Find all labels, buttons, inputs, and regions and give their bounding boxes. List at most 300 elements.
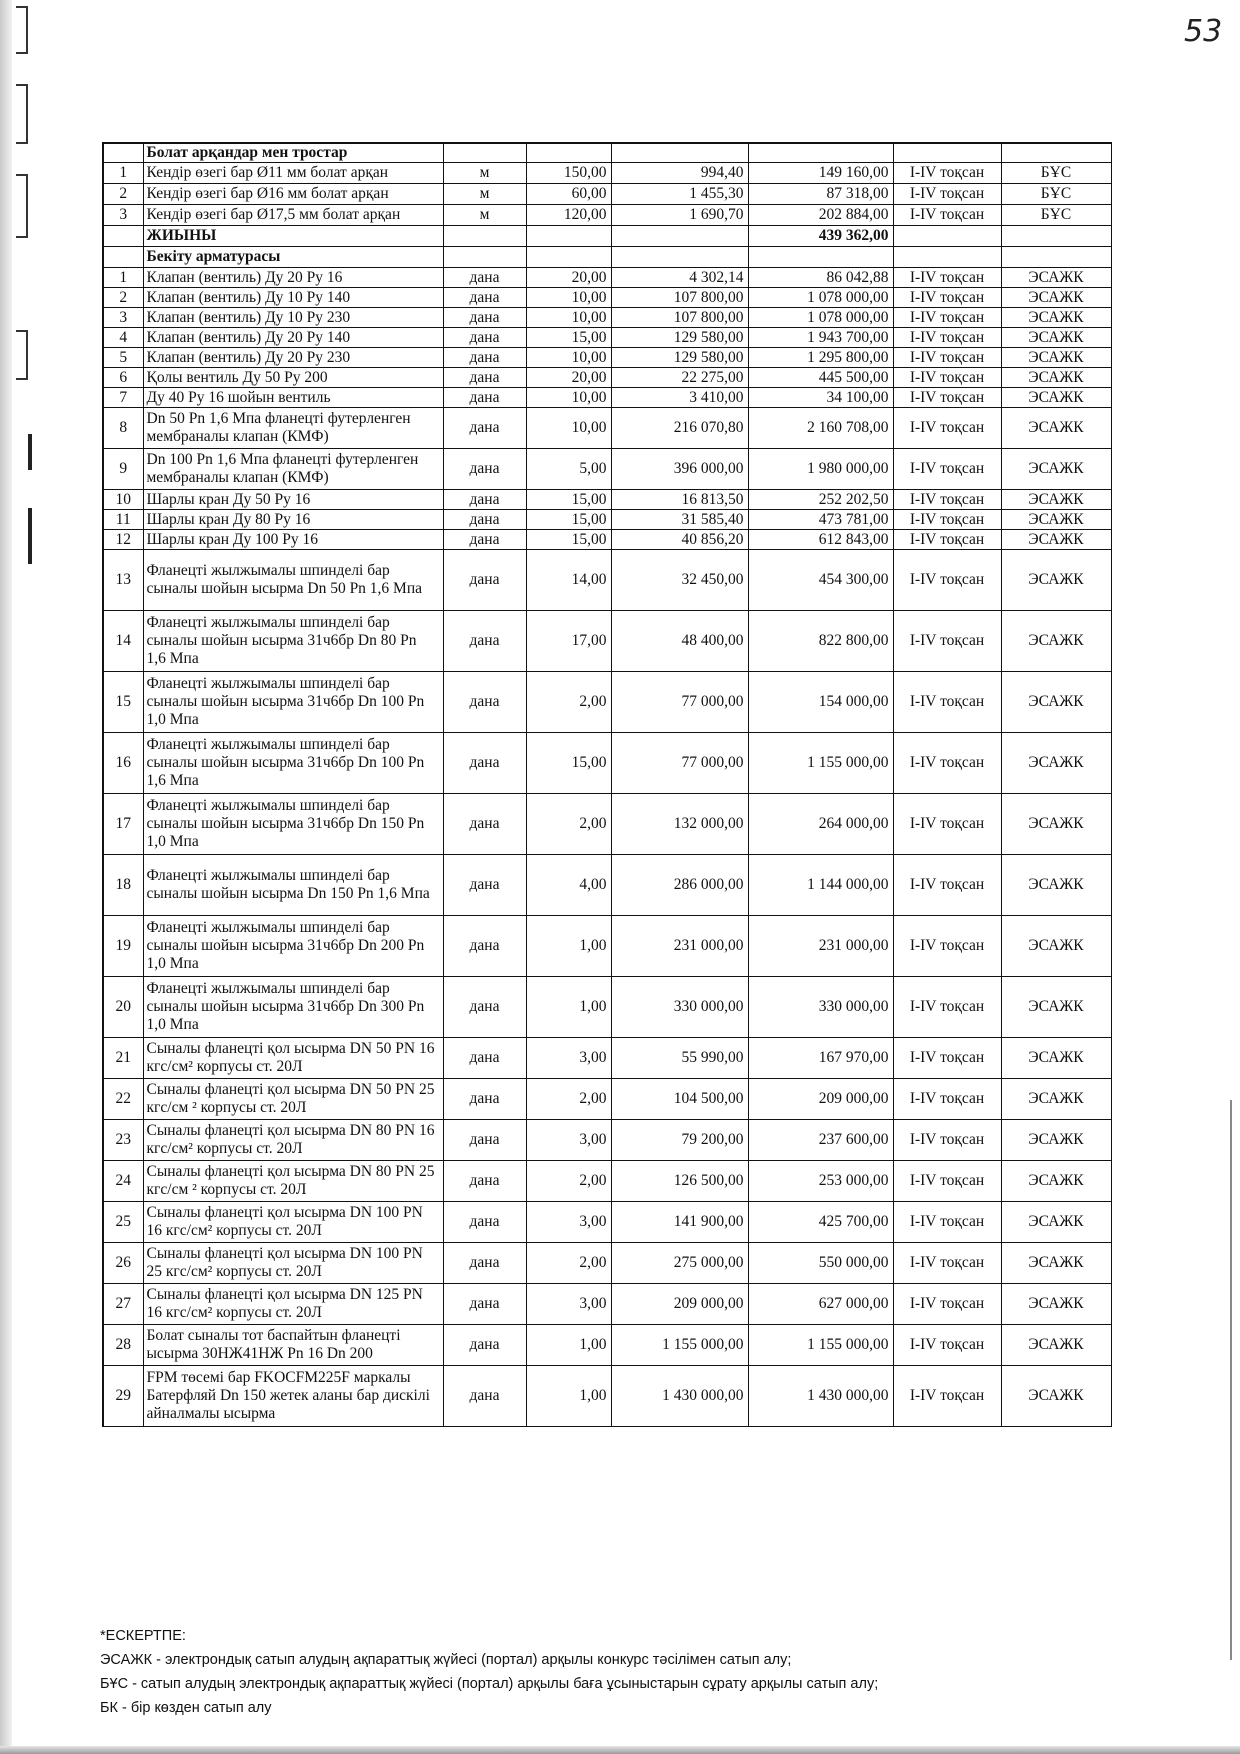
cell-num: 1 [103,163,143,184]
cell-num: 14 [103,611,143,672]
cell-name: Фланецті жылжымалы шпинделі бар сыналы шойын ысырма 31ч6бр Dn 80 Pn 1,6 Мпа [143,611,443,672]
cell-unit: дана [443,388,526,408]
cell-name: Клапан (вентиль) Ду 20 Ру 230 [143,348,443,368]
cell-method: ЭСАЖК [1001,1243,1111,1284]
cell-qty: 4,00 [526,855,611,916]
cell-price: 3 410,00 [611,388,748,408]
cell-qty: 2,00 [526,1079,611,1120]
cell-qty: 1,00 [526,916,611,977]
cell-name: Клапан (вентиль) Ду 10 Ру 140 [143,288,443,308]
cell-price: 141 900,00 [611,1202,748,1243]
table-row [103,388,1111,408]
notes-line: БК - бір көзден сатып алу [100,1700,272,1716]
cell-unit: дана [443,348,526,368]
cell-period: I-IV тоқсан [893,733,1001,794]
cell-method: ЭСАЖК [1001,855,1111,916]
cell-method: ЭСАЖК [1001,1120,1111,1161]
cell-total: 149 160,00 [748,163,893,184]
cell-num: 2 [103,288,143,308]
binding-bar [28,434,32,470]
cell-period: I-IV тоқсан [893,977,1001,1038]
cell-unit: м [443,163,526,184]
cell-num: 22 [103,1079,143,1120]
table-row [103,611,1111,672]
cell-period: I-IV тоқсан [893,184,1001,205]
cell-unit: м [443,205,526,226]
cell-name: Dn 50 Pn 1,6 Мпа фланецті футерленген мембраналы клапан (КМФ) [143,408,443,449]
cell-num: 18 [103,855,143,916]
cell-price: 231 000,00 [611,916,748,977]
cell-num: 7 [103,388,143,408]
cell-qty: 10,00 [526,288,611,308]
cell-total: 154 000,00 [748,672,893,733]
cell-num: 23 [103,1120,143,1161]
cell-price: 216 070,80 [611,408,748,449]
cell-qty: 17,00 [526,611,611,672]
table-row [103,449,1111,490]
binding-mark [16,330,28,380]
table-row [103,733,1111,794]
procurement-table [102,142,1112,1427]
cell-method: ЭСАЖК [1001,449,1111,490]
total-value: 439 362,00 [748,226,893,247]
cell-price: 126 500,00 [611,1161,748,1202]
cell-qty: 10,00 [526,388,611,408]
cell-method: ЭСАЖК [1001,1366,1111,1427]
cell-qty: 15,00 [526,733,611,794]
cell-total: 264 000,00 [748,794,893,855]
cell-unit: дана [443,368,526,388]
cell-price: 4 302,14 [611,268,748,288]
cell-price: 104 500,00 [611,1079,748,1120]
cell-period: I-IV тоқсан [893,205,1001,226]
cell-name: Ду 40 Ру 16 шойын вентиль [143,388,443,408]
cell-method: ЭСАЖК [1001,1284,1111,1325]
table-row [103,1120,1111,1161]
table-row [103,184,1111,205]
cell-price: 77 000,00 [611,733,748,794]
cell-unit: дана [443,1243,526,1284]
cell-name: FPM төсемі бар FKOCFM225F маркалы Батерфляй Dn 150 жетек аланы бар дискілі айналмалы ысырма [143,1366,443,1427]
cell-qty: 2,00 [526,1161,611,1202]
cell-qty: 3,00 [526,1120,611,1161]
cell-name: Сыналы фланецті қол ысырма DN 125 PN 16 кгс/см² корпусы ст. 20Л [143,1284,443,1325]
cell-total: 330 000,00 [748,977,893,1038]
cell-period: I-IV тоқсан [893,368,1001,388]
table-row [103,1202,1111,1243]
section-row [103,143,1111,163]
cell-price: 1 455,30 [611,184,748,205]
cell-period: I-IV тоқсан [893,1161,1001,1202]
cell-price: 77 000,00 [611,672,748,733]
cell-total: 822 800,00 [748,611,893,672]
cell-total: 1 078 000,00 [748,288,893,308]
cell-qty: 120,00 [526,205,611,226]
table-row [103,977,1111,1038]
cell-unit [443,247,526,268]
cell-method: ЭСАЖК [1001,794,1111,855]
cell-name: Фланецті жылжымалы шпинделі бар сыналы шойын ысырма Dn 150 Pn 1,6 Мпа [143,855,443,916]
cell-method: БҰС [1001,163,1111,184]
scan-bottom-edge [0,1746,1240,1754]
cell-qty: 5,00 [526,449,611,490]
cell-price: 1 155 000,00 [611,1325,748,1366]
cell-period: I-IV тоқсан [893,1366,1001,1427]
cell-price: 32 450,00 [611,550,748,611]
cell-period: I-IV тоқсан [893,530,1001,550]
cell-price: 22 275,00 [611,368,748,388]
cell-total: 202 884,00 [748,205,893,226]
cell-period: I-IV тоқсан [893,550,1001,611]
cell-num: 9 [103,449,143,490]
table-row [103,490,1111,510]
cell-total: 1 155 000,00 [748,733,893,794]
cell-period: I-IV тоқсан [893,348,1001,368]
cell-period: I-IV тоқсан [893,855,1001,916]
cell-period: I-IV тоқсан [893,1038,1001,1079]
cell-total: 1 144 000,00 [748,855,893,916]
cell-name: Клапан (вентиль) Ду 20 Ру 140 [143,328,443,348]
cell-name: Шарлы кран Ду 50 Ру 16 [143,490,443,510]
cell-name: Сыналы фланецті қол ысырма DN 80 PN 16 кгс/см² корпусы ст. 20Л [143,1120,443,1161]
cell-total: 209 000,00 [748,1079,893,1120]
cell-price [611,226,748,247]
cell-price: 55 990,00 [611,1038,748,1079]
cell-price: 107 800,00 [611,308,748,328]
cell-period: I-IV тоқсан [893,672,1001,733]
cell-unit: дана [443,1161,526,1202]
section-title: Бекіту арматурасы [143,247,443,268]
cell-period: I-IV тоқсан [893,1079,1001,1120]
cell-num: 2 [103,184,143,205]
cell-price: 286 000,00 [611,855,748,916]
table-row [103,1284,1111,1325]
cell-total: 1 078 000,00 [748,308,893,328]
cell-num: 28 [103,1325,143,1366]
table-row [103,1243,1111,1284]
cell-period [893,247,1001,268]
cell-total: 87 318,00 [748,184,893,205]
cell-method: ЭСАЖК [1001,733,1111,794]
cell-total: 34 100,00 [748,388,893,408]
cell-price: 396 000,00 [611,449,748,490]
cell-unit: дана [443,794,526,855]
cell-price: 129 580,00 [611,328,748,348]
notes [100,1624,1120,1720]
table-row [103,268,1111,288]
cell-method: ЭСАЖК [1001,510,1111,530]
cell-price: 1 430 000,00 [611,1366,748,1427]
cell-price: 79 200,00 [611,1120,748,1161]
cell-period: I-IV тоқсан [893,388,1001,408]
cell-total: 252 202,50 [748,490,893,510]
cell-total: 1 430 000,00 [748,1366,893,1427]
table-row [103,530,1111,550]
cell-unit: дана [443,672,526,733]
cell-num: 27 [103,1284,143,1325]
cell-period: I-IV тоқсан [893,408,1001,449]
cell-total: 1 980 000,00 [748,449,893,490]
cell-price: 1 690,70 [611,205,748,226]
cell-name: Фланецті жылжымалы шпинделі бар сыналы шойын ысырма 31ч6бр Dn 200 Pn 1,0 Мпа [143,916,443,977]
table-row [103,550,1111,611]
cell-period [893,226,1001,247]
cell-name: Сыналы фланецті қол ысырма DN 50 PN 16 кгс/см² корпусы ст. 20Л [143,1038,443,1079]
cell-num: 19 [103,916,143,977]
cell-total: 454 300,00 [748,550,893,611]
cell-qty: 20,00 [526,268,611,288]
cell-total: 167 970,00 [748,1038,893,1079]
cell-unit: дана [443,977,526,1038]
cell-method: ЭСАЖК [1001,1161,1111,1202]
cell-num: 26 [103,1243,143,1284]
cell-unit: дана [443,408,526,449]
cell-qty: 10,00 [526,308,611,328]
cell-total: 1 295 800,00 [748,348,893,368]
cell-method: ЭСАЖК [1001,308,1111,328]
cell-total: 445 500,00 [748,368,893,388]
cell-period: I-IV тоқсан [893,1325,1001,1366]
table-row [103,1079,1111,1120]
cell-total: 1 943 700,00 [748,328,893,348]
cell-num: 16 [103,733,143,794]
cell-method: ЭСАЖК [1001,328,1111,348]
cell-num: 24 [103,1161,143,1202]
cell-total: 1 155 000,00 [748,1325,893,1366]
cell-unit: м [443,184,526,205]
cell-method: ЭСАЖК [1001,388,1111,408]
cell-total [748,247,893,268]
cell-method: ЭСАЖК [1001,1079,1111,1120]
table-row [103,308,1111,328]
cell-qty: 3,00 [526,1284,611,1325]
cell-period: I-IV тоқсан [893,1284,1001,1325]
cell-num: 3 [103,308,143,328]
cell-method: ЭСАЖК [1001,530,1111,550]
table-row [103,348,1111,368]
section-row [103,247,1111,268]
cell-period: I-IV тоқсан [893,794,1001,855]
cell-period: I-IV тоқсан [893,449,1001,490]
cell-qty: 2,00 [526,672,611,733]
cell-unit: дана [443,288,526,308]
cell-qty [526,226,611,247]
cell-num: 13 [103,550,143,611]
cell-period: I-IV тоқсан [893,163,1001,184]
cell-unit: дана [443,449,526,490]
cell-name: Болат сыналы тот баспайтын фланецті ысырма 30НЖ41НЖ Pn 16 Dn 200 [143,1325,443,1366]
cell-price: 31 585,40 [611,510,748,530]
table-row [103,1038,1111,1079]
section-title: Болат арқандар мен тростар [143,143,443,163]
cell-name: Фланецті жылжымалы шпинделі бар сыналы шойын ысырма 31ч6бр Dn 100 Pn 1,0 Мпа [143,672,443,733]
cell-method: ЭСАЖК [1001,916,1111,977]
cell-total: 253 000,00 [748,1161,893,1202]
total-row [103,226,1111,247]
cell-name: Шарлы кран Ду 80 Ру 16 [143,510,443,530]
cell-name: Сыналы фланецті қол ысырма DN 80 PN 25 кгс/см ² корпусы ст. 20Л [143,1161,443,1202]
cell-qty: 10,00 [526,348,611,368]
cell-name: Кендір өзегі бар Ø17,5 мм болат арқан [143,205,443,226]
cell-total: 550 000,00 [748,1243,893,1284]
cell-num [103,247,143,268]
cell-price: 275 000,00 [611,1243,748,1284]
notes-line: ЭСАЖК - электрондық сатып алудың ақпараттық жүйесі (портал) арқылы конкурс тәсілімен сатып алу; [100,1652,792,1668]
cell-name: Шарлы кран Ду 100 Ру 16 [143,530,443,550]
cell-unit: дана [443,530,526,550]
cell-method [1001,247,1111,268]
cell-price: 129 580,00 [611,348,748,368]
cell-unit: дана [443,1325,526,1366]
notes-title: *ЕСКЕРТПЕ: [100,1628,186,1644]
cell-unit: дана [443,510,526,530]
cell-qty: 15,00 [526,530,611,550]
cell-total: 627 000,00 [748,1284,893,1325]
cell-unit: дана [443,328,526,348]
cell-method: ЭСАЖК [1001,348,1111,368]
cell-qty [526,247,611,268]
cell-unit: дана [443,1202,526,1243]
binding-bar [28,508,32,564]
cell-qty: 2,00 [526,794,611,855]
cell-name: Сыналы фланецті қол ысырма DN 50 PN 25 кгс/см ² корпусы ст. 20Л [143,1079,443,1120]
scan-left-edge [0,0,12,1754]
cell-qty: 1,00 [526,977,611,1038]
cell-num: 15 [103,672,143,733]
cell-method: ЭСАЖК [1001,977,1111,1038]
table-row [103,672,1111,733]
cell-qty: 60,00 [526,184,611,205]
cell-price: 994,40 [611,163,748,184]
cell-price: 48 400,00 [611,611,748,672]
cell-unit: дана [443,916,526,977]
cell-total: 237 600,00 [748,1120,893,1161]
cell-period: I-IV тоқсан [893,288,1001,308]
cell-name: Клапан (вентиль) Ду 10 Ру 230 [143,308,443,328]
cell-method: ЭСАЖК [1001,1325,1111,1366]
cell-method: ЭСАЖК [1001,672,1111,733]
cell-name: Dn 100 Pn 1,6 Мпа фланецті футерленген мембраналы клапан (КМФ) [143,449,443,490]
cell-unit [443,226,526,247]
cell-price: 330 000,00 [611,977,748,1038]
cell-period: I-IV тоқсан [893,1202,1001,1243]
binding-mark [16,84,28,144]
cell-period: I-IV тоқсан [893,268,1001,288]
cell-method: ЭСАЖК [1001,268,1111,288]
table-row [103,163,1111,184]
table-row [103,288,1111,308]
cell-price: 107 800,00 [611,288,748,308]
cell-unit: дана [443,1079,526,1120]
cell-period: I-IV тоқсан [893,510,1001,530]
table-row [103,916,1111,977]
cell-qty: 3,00 [526,1202,611,1243]
cell-num: 17 [103,794,143,855]
cell-name: Фланецті жылжымалы шпинделі бар сыналы шойын ысырма 31ч6бр Dn 150 Pn 1,0 Мпа [143,794,443,855]
cell-total: 231 000,00 [748,916,893,977]
cell-name: Кендір өзегі бар Ø11 мм болат арқан [143,163,443,184]
cell-name: Сыналы фланецті қол ысырма DN 100 PN 25 кгс/см² корпусы ст. 20Л [143,1243,443,1284]
table-row [103,855,1111,916]
cell-qty: 2,00 [526,1243,611,1284]
cell-method: ЭСАЖК [1001,288,1111,308]
cell-name: Сыналы фланецті қол ысырма DN 100 PN 16 кгс/см² корпусы ст. 20Л [143,1202,443,1243]
cell-total: 2 160 708,00 [748,408,893,449]
cell-name: Клапан (вентиль) Ду 20 Ру 16 [143,268,443,288]
cell-method: ЭСАЖК [1001,611,1111,672]
cell-qty: 15,00 [526,490,611,510]
cell-num: 3 [103,205,143,226]
cell-price: 16 813,50 [611,490,748,510]
cell-num: 4 [103,328,143,348]
table-row [103,1161,1111,1202]
cell-num: 20 [103,977,143,1038]
cell-method: БҰС [1001,205,1111,226]
cell-period: I-IV тоқсан [893,1243,1001,1284]
cell-num: 21 [103,1038,143,1079]
cell-unit: дана [443,308,526,328]
cell-num: 5 [103,348,143,368]
cell-qty: 14,00 [526,550,611,611]
cell-period: I-IV тоқсан [893,611,1001,672]
cell-num: 8 [103,408,143,449]
cell-qty: 15,00 [526,328,611,348]
cell-num: 25 [103,1202,143,1243]
cell-unit: дана [443,1284,526,1325]
cell-qty: 1,00 [526,1325,611,1366]
cell-num [103,226,143,247]
cell-price: 132 000,00 [611,794,748,855]
cell-total: 425 700,00 [748,1202,893,1243]
table-row [103,1366,1111,1427]
table-row [103,205,1111,226]
table-row [103,510,1111,530]
cell-num: 11 [103,510,143,530]
cell-unit: дана [443,855,526,916]
cell-period: I-IV тоқсан [893,308,1001,328]
cell-num: 12 [103,530,143,550]
scan-right-edge [1230,1100,1232,1660]
cell-period: I-IV тоқсан [893,916,1001,977]
cell-price [611,247,748,268]
cell-period: I-IV тоқсан [893,490,1001,510]
table-row [103,794,1111,855]
cell-unit: дана [443,1038,526,1079]
table-row [103,328,1111,348]
cell-total: 86 042,88 [748,268,893,288]
cell-num: 10 [103,490,143,510]
cell-method: ЭСАЖК [1001,1202,1111,1243]
cell-total: 612 843,00 [748,530,893,550]
cell-method [1001,226,1111,247]
cell-method: ЭСАЖК [1001,1038,1111,1079]
binding-mark [16,6,28,54]
cell-qty: 15,00 [526,510,611,530]
cell-total: 473 781,00 [748,510,893,530]
cell-name: Қолы вентиль Ду 50 Ру 200 [143,368,443,388]
notes-line: БҰС - сатып алудың электрондық ақпараттық жүйесі (портал) арқылы баға ұсыныстарын сұрату арқылы сатып алу; [100,1676,879,1692]
cell-method: ЭСАЖК [1001,490,1111,510]
cell-method: ЭСАЖК [1001,368,1111,388]
cell-unit: дана [443,268,526,288]
table-row [103,408,1111,449]
cell-name: Фланецті жылжымалы шпинделі бар сыналы шойын ысырма 31ч6бр Dn 300 Pn 1,0 Мпа [143,977,443,1038]
cell-price: 209 000,00 [611,1284,748,1325]
binding-mark [16,174,28,238]
cell-period: I-IV тоқсан [893,1120,1001,1161]
cell-unit: дана [443,550,526,611]
cell-qty: 10,00 [526,408,611,449]
